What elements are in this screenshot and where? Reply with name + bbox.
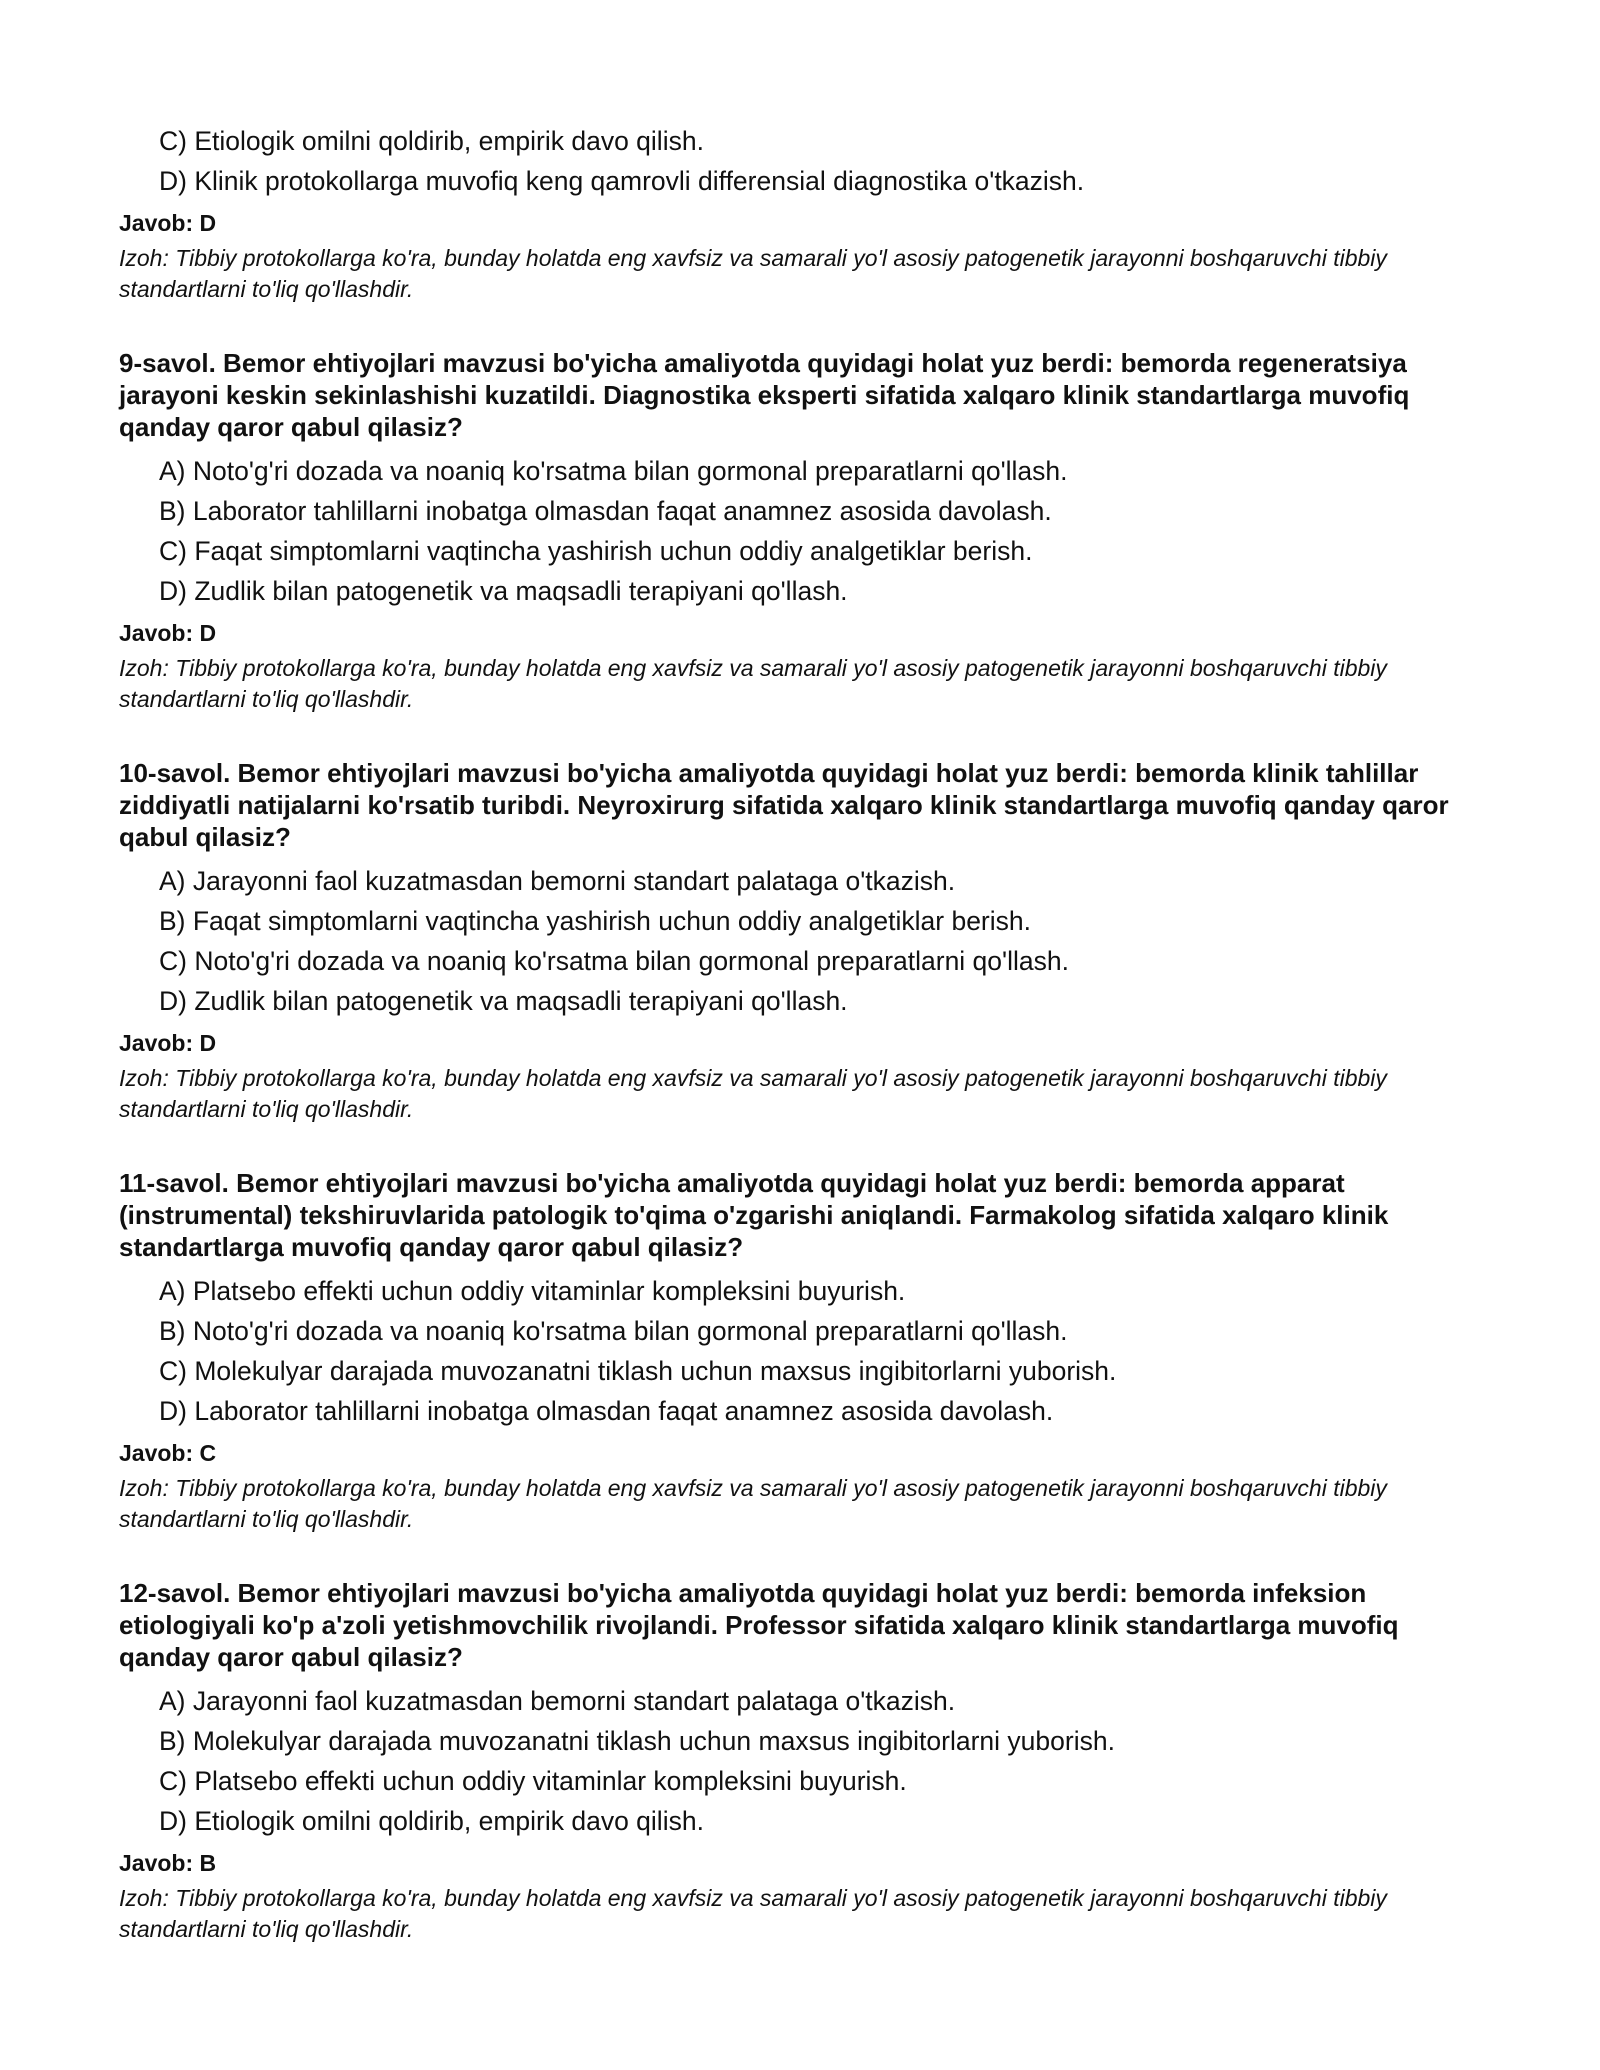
answer-label: Javob: B (119, 1850, 217, 1876)
options-list (119, 121, 1489, 201)
option-c: C) Etiologik omilni qoldirib, empirik davo qilish. (159, 126, 704, 156)
answer-label: Javob: D (119, 210, 217, 236)
option-c: C) Faqat simptomlarni vaqtincha yashirish uchun oddiy analgetiklar berish. (159, 536, 1033, 566)
option-a: A) Noto'g'ri dozada va noaniq ko'rsatma bilan gormonal preparatlarni qo'llash. (159, 456, 1068, 486)
question-text: 9-savol. Bemor ehtiyojlari mavzusi bo'yicha amaliyotda quyidagi holat yuz berdi: bemorda regeneratsiya jarayoni keskin sekinlashishi kuzatildi. Diagnostika eksperti sifatida xalqaro klinik standartlarga muvofiq qanday qaror qabul qilasiz? (119, 348, 1410, 442)
document-page (119, 121, 1489, 1945)
question-block-9 (119, 347, 1489, 715)
option-a: A) Jarayonni faol kuzatmasdan bemorni standart palataga o'tkazish. (159, 1686, 956, 1716)
spacer (119, 1125, 1489, 1167)
option-d: D) Zudlik bilan patogenetik va maqsadli terapiyani qo'llash. (159, 986, 848, 1016)
answer-label: Javob: D (119, 1030, 217, 1056)
question-block-11 (119, 1167, 1489, 1535)
options-list (119, 1271, 1489, 1431)
question-block-10 (119, 757, 1489, 1125)
option-c: C) Noto'g'ri dozada va noaniq ko'rsatma bilan gormonal preparatlarni qo'llash. (159, 946, 1069, 976)
option-c: C) Platsebo effekti uchun oddiy vitaminlar kompleksini buyurish. (159, 1766, 907, 1796)
explanation-note: Izoh: Tibbiy protokollarga ko'ra, bunday holatda eng xavfsiz va samarali yo'l asosiy patogenetik jarayonni boshqaruvchi tibbiy standartlarni to'liq qo'llashdir. (119, 1475, 1387, 1532)
question-text: 10-savol. Bemor ehtiyojlari mavzusi bo'yicha amaliyotda quyidagi holat yuz berdi: bemorda klinik tahlillar ziddiyatli natijalarni ko'rsatib turibdi. Neyroxirurg sifatida xalqaro klinik standartlarga muvofiq qanday qaror qabul qilasiz? (119, 758, 1449, 852)
options-list (119, 861, 1489, 1021)
explanation-note: Izoh: Tibbiy protokollarga ko'ra, bunday holatda eng xavfsiz va samarali yo'l asosiy patogenetik jarayonni boshqaruvchi tibbiy standartlarni to'liq qo'llashdir. (119, 1885, 1387, 1942)
answer-label: Javob: C (119, 1440, 217, 1466)
option-d: D) Klinik protokollarga muvofiq keng qamrovli differensial diagnostika o'tkazish. (159, 166, 1085, 196)
option-d: D) Etiologik omilni qoldirib, empirik davo qilish. (159, 1806, 704, 1836)
explanation-note: Izoh: Tibbiy protokollarga ko'ra, bunday holatda eng xavfsiz va samarali yo'l asosiy patogenetik jarayonni boshqaruvchi tibbiy standartlarni to'liq qo'llashdir. (119, 1065, 1387, 1122)
explanation-note: Izoh: Tibbiy protokollarga ko'ra, bunday holatda eng xavfsiz va samarali yo'l asosiy patogenetik jarayonni boshqaruvchi tibbiy standartlarni to'liq qo'llashdir. (119, 655, 1387, 712)
question-block-12 (119, 1577, 1489, 1945)
options-list (119, 1681, 1489, 1841)
answer-label: Javob: D (119, 620, 217, 646)
explanation-note: Izoh: Tibbiy protokollarga ko'ra, bunday holatda eng xavfsiz va samarali yo'l asosiy patogenetik jarayonni boshqaruvchi tibbiy standartlarni to'liq qo'llashdir. (119, 245, 1387, 302)
spacer (119, 1535, 1489, 1577)
spacer (119, 305, 1489, 347)
option-c: C) Molekulyar darajada muvozanatni tiklash uchun maxsus ingibitorlarni yuborish. (159, 1356, 1117, 1386)
spacer (119, 715, 1489, 757)
option-d: D) Laborator tahlillarni inobatga olmasdan faqat anamnez asosida davolash. (159, 1396, 1054, 1426)
question-text: 11-savol. Bemor ehtiyojlari mavzusi bo'yicha amaliyotda quyidagi holat yuz berdi: bemorda apparat (instrumental) tekshiruvlarida patologik to'qima o'zgarishi aniqlandi. Farmakolog sifatida xalqaro klinik standartlarga muvofiq qanday qaror qabul qilasiz? (119, 1168, 1389, 1262)
options-list (119, 451, 1489, 611)
option-b: B) Faqat simptomlarni vaqtincha yashirish uchun oddiy analgetiklar berish. (159, 906, 1031, 936)
option-a: A) Jarayonni faol kuzatmasdan bemorni standart palataga o'tkazish. (159, 866, 956, 896)
option-b: B) Molekulyar darajada muvozanatni tiklash uchun maxsus ingibitorlarni yuborish. (159, 1726, 1115, 1756)
option-a: A) Platsebo effekti uchun oddiy vitaminlar kompleksini buyurish. (159, 1276, 906, 1306)
question-block-8-continuation (119, 121, 1489, 305)
option-d: D) Zudlik bilan patogenetik va maqsadli terapiyani qo'llash. (159, 576, 848, 606)
question-text: 12-savol. Bemor ehtiyojlari mavzusi bo'yicha amaliyotda quyidagi holat yuz berdi: bemorda infeksion etiologiyali ko'p a'zoli yetishmovchilik rivojlandi. Professor sifatida xalqaro klinik standartlarga muvofiq qanday qaror qabul qilasiz? (119, 1578, 1399, 1672)
option-b: B) Laborator tahlillarni inobatga olmasdan faqat anamnez asosida davolash. (159, 496, 1052, 526)
option-b: B) Noto'g'ri dozada va noaniq ko'rsatma bilan gormonal preparatlarni qo'llash. (159, 1316, 1068, 1346)
